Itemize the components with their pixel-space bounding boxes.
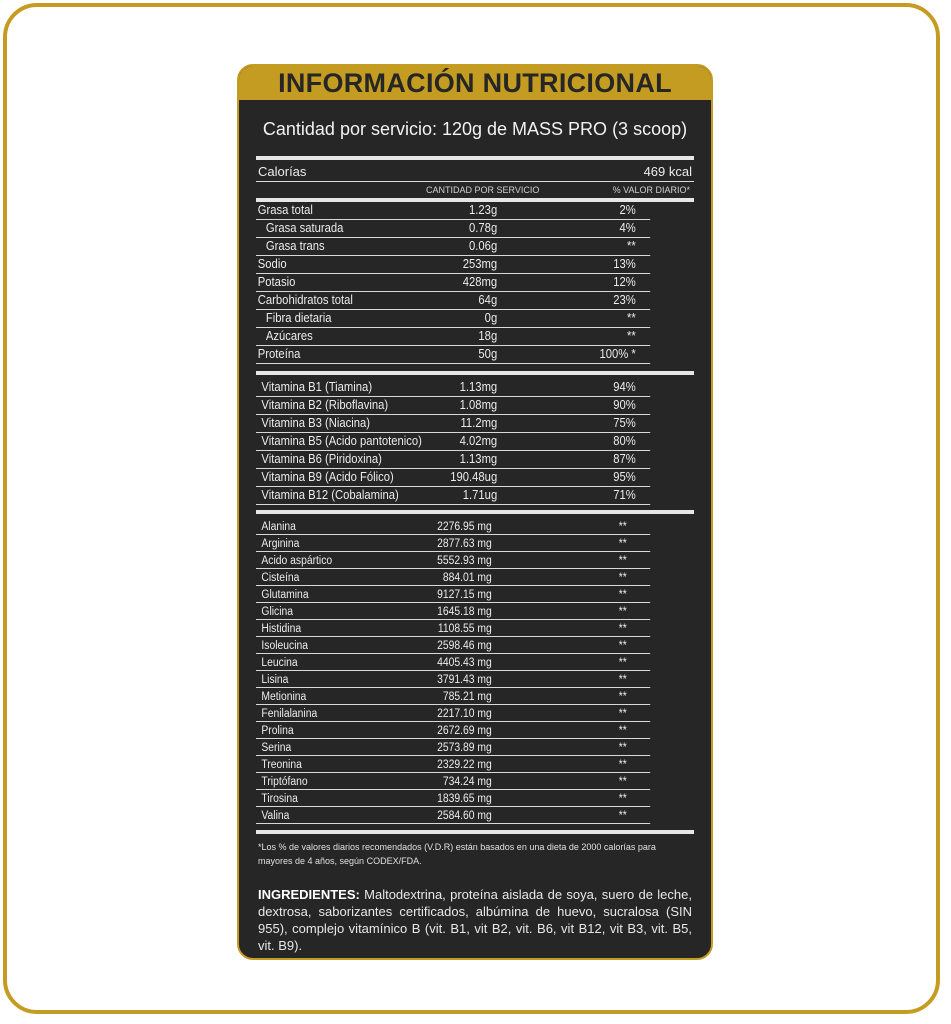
nutrient-amount: 428mg [462, 275, 498, 289]
vitamin-row [256, 379, 650, 397]
nutrient-name: Carbohidratos total [257, 293, 353, 307]
nutrient-amount: 2877.63 mg [437, 538, 492, 550]
nutrient-name: Treonina [261, 759, 302, 771]
nutrient-amount: 0g [484, 311, 498, 325]
amino-acid-row [256, 688, 650, 705]
vitamin-row [256, 397, 650, 415]
nutrient-amount: 253mg [462, 257, 498, 271]
amino-acid-row [256, 552, 650, 569]
nutrient-amount: 2276.95 mg [437, 521, 492, 533]
nutrient-name: Vitamina B12 (Cobalamina) [261, 488, 399, 502]
divider [256, 156, 694, 160]
nutrient-amount: 64g [478, 293, 498, 307]
nutrient-amount: 2598.46 mg [437, 640, 492, 652]
calories-value: 469 kcal [643, 164, 692, 179]
nutrient-name: Fenilalanina [261, 708, 318, 720]
col-daily-value: % VALOR DIARIO* [612, 185, 690, 195]
nutrient-name: Grasa total [257, 203, 313, 217]
nutrient-name: Glutamina [261, 589, 309, 601]
col-amount: CANTIDAD POR SERVICIO [426, 185, 540, 195]
macro-row [256, 292, 650, 310]
nutrient-daily-value: 75% [613, 416, 636, 430]
nutrient-name: Prolina [261, 725, 294, 737]
nutrient-amount: 3791.43 mg [437, 674, 492, 686]
nutrient-daily-value: ** [618, 810, 627, 822]
vitamins-table [239, 379, 711, 505]
macro-row [256, 220, 650, 238]
nutrient-daily-value: ** [618, 589, 627, 601]
nutrient-name: Grasa saturada [265, 221, 344, 235]
nutrient-daily-value: ** [627, 311, 636, 325]
label-title: INFORMACIÓN NUTRICIONAL [239, 66, 711, 100]
nutrient-daily-value: ** [618, 725, 627, 737]
amino-acids-table [239, 518, 711, 824]
vitamin-row [256, 469, 650, 487]
vitamin-row [256, 487, 650, 505]
amino-acid-row [256, 756, 650, 773]
nutrient-amount: 11.2mg [460, 416, 498, 430]
footnote: *Los % de valores diarios recomendados (V.D.R) están basados en una dieta de 2000 calorías para mayores de 4 años, según CODEX/FDA. [258, 842, 656, 866]
amino-acid-row [256, 620, 650, 637]
nutrient-amount: 190.48ug [450, 470, 498, 484]
nutrient-daily-value: ** [618, 657, 627, 669]
nutrient-daily-value: 4% [619, 221, 636, 235]
amino-acid-row [256, 807, 650, 824]
macro-row [256, 238, 650, 256]
nutrient-daily-value: ** [618, 776, 627, 788]
nutrient-amount: 18g [478, 329, 498, 343]
nutrient-name: Fibra dietaria [265, 311, 332, 325]
nutrient-name: Serina [261, 742, 292, 754]
amino-acid-row [256, 569, 650, 586]
nutrient-amount: 1.71ug [462, 488, 498, 502]
amino-acid-row [256, 671, 650, 688]
amino-acid-row [256, 722, 650, 739]
nutrient-daily-value: ** [618, 538, 627, 550]
nutrient-name: Lisina [261, 674, 289, 686]
amino-acid-row [256, 654, 650, 671]
nutrient-daily-value: 100% * [599, 347, 636, 361]
ingredients-label: INGREDIENTES: [258, 887, 360, 902]
serving-size: Cantidad por servicio: 120g de MASS PRO (3 scoop) [262, 119, 688, 139]
nutrient-daily-value: ** [618, 555, 627, 567]
vitamin-row [256, 415, 650, 433]
nutrient-daily-value: ** [618, 742, 627, 754]
nutrient-amount: 2584.60 mg [437, 810, 492, 822]
divider [256, 830, 694, 834]
nutrient-name: Azúcares [265, 329, 313, 343]
nutrient-amount: 2573.89 mg [437, 742, 492, 754]
nutrient-name: Glicina [261, 606, 294, 618]
macros-table [239, 202, 711, 364]
nutrient-daily-value: ** [618, 640, 627, 652]
nutrient-name: Leucina [261, 657, 298, 669]
nutrient-amount: 2217.10 mg [437, 708, 492, 720]
nutrient-name: Metionina [261, 691, 307, 703]
nutrient-name: Vitamina B9 (Acido Fólico) [261, 470, 394, 484]
nutrient-daily-value: ** [618, 674, 627, 686]
nutrient-daily-value: ** [618, 759, 627, 771]
nutrient-amount: 50g [478, 347, 498, 361]
amino-acid-row [256, 603, 650, 620]
nutrient-amount: 1839.65 mg [437, 793, 492, 805]
nutrient-name: Valina [261, 810, 290, 822]
column-headers [256, 182, 694, 198]
nutrient-daily-value: ** [618, 793, 627, 805]
macro-row [256, 256, 650, 274]
nutrient-name: Tirosina [261, 793, 298, 805]
nutrient-amount: 734.24 mg [442, 776, 492, 788]
nutrient-amount: 9127.15 mg [437, 589, 492, 601]
nutrient-name: Vitamina B3 (Niacina) [261, 416, 370, 430]
nutrient-amount: 4.02mg [459, 434, 498, 448]
nutrient-name: Potasio [257, 275, 296, 289]
nutrient-daily-value: 12% [613, 275, 636, 289]
macro-row [256, 202, 650, 220]
macro-row [256, 346, 650, 364]
nutrient-name: Vitamina B2 (Riboflavina) [261, 398, 389, 412]
nutrient-amount: 1.13mg [459, 380, 498, 394]
nutrient-name: Sodio [257, 257, 287, 271]
ingredients [258, 886, 692, 954]
nutrient-amount: 5552.93 mg [437, 555, 492, 567]
nutrient-name: Grasa trans [265, 239, 325, 253]
macro-row [256, 310, 650, 328]
amino-acid-row [256, 705, 650, 722]
nutrient-amount: 1.08mg [459, 398, 498, 412]
nutrient-name: Alanina [261, 521, 296, 533]
nutrient-daily-value: 95% [613, 470, 636, 484]
nutrient-amount: 785.21 mg [442, 691, 492, 703]
nutrient-daily-value: ** [618, 572, 627, 584]
amino-acid-row [256, 739, 650, 756]
vitamin-row [256, 451, 650, 469]
nutrient-daily-value: 87% [613, 452, 636, 466]
vitamin-row [256, 433, 650, 451]
amino-acid-row [256, 586, 650, 603]
nutrient-amount: 4405.43 mg [437, 657, 492, 669]
nutrient-name: Triptófano [261, 776, 308, 788]
ingredients-text: Maltodextrina, proteína aislada de soya, suero de leche, dextrosa, saborizantes certificados, albúmina de huevo, sucralosa (SIN 955), complejo vitamínico B (vit. B1, vit B2, vit. B6, vit B12, vit B3, vit. B5, vit. B9). [258, 887, 692, 953]
nutrient-daily-value: 2% [619, 203, 636, 217]
nutrient-daily-value: ** [618, 521, 627, 533]
nutrient-amount: 2672.69 mg [437, 725, 492, 737]
nutrient-amount: 2329.22 mg [437, 759, 492, 771]
nutrient-daily-value: ** [618, 606, 627, 618]
nutrient-amount: 1645.18 mg [437, 606, 492, 618]
amino-acid-row [256, 790, 650, 807]
nutrient-name: Histidina [261, 623, 302, 635]
nutrient-daily-value: 80% [613, 434, 636, 448]
nutrient-daily-value: ** [618, 623, 627, 635]
amino-acid-row [256, 773, 650, 790]
macro-row [256, 328, 650, 346]
calories-row [256, 163, 694, 182]
nutrient-amount: 1108.55 mg [437, 623, 492, 635]
nutrient-name: Vitamina B5 (Acido pantotenico) [261, 434, 422, 448]
nutrient-name: Proteína [257, 347, 301, 361]
nutrient-daily-value: ** [618, 708, 627, 720]
amino-acid-row [256, 535, 650, 552]
nutrient-daily-value: ** [618, 691, 627, 703]
nutrient-amount: 884.01 mg [442, 572, 492, 584]
nutrient-name: Arginina [261, 538, 300, 550]
nutrient-amount: 1.13mg [459, 452, 498, 466]
nutrient-daily-value: 71% [613, 488, 636, 502]
nutrient-name: Vitamina B6 (Piridoxina) [261, 452, 382, 466]
nutrient-name: Vitamina B1 (Tiamina) [261, 380, 373, 394]
nutrient-name: Acido aspártico [261, 555, 333, 567]
nutrient-name: Cisteína [261, 572, 300, 584]
nutrient-name: Isoleucina [261, 640, 309, 652]
nutrient-daily-value: 94% [613, 380, 636, 394]
calories-label: Calorías [258, 164, 307, 179]
nutrient-amount: 0.78g [469, 221, 498, 235]
nutrient-daily-value: 13% [613, 257, 636, 271]
nutrition-label [237, 64, 713, 960]
nutrient-daily-value: 23% [613, 293, 636, 307]
nutrient-daily-value: ** [627, 329, 636, 343]
amino-acid-row [256, 518, 650, 535]
nutrient-amount: 0.06g [469, 239, 498, 253]
nutrient-amount: 1.23g [469, 203, 498, 217]
nutrient-daily-value: 90% [613, 398, 636, 412]
macro-row [256, 274, 650, 292]
nutrient-daily-value: ** [627, 239, 636, 253]
amino-acid-row [256, 637, 650, 654]
